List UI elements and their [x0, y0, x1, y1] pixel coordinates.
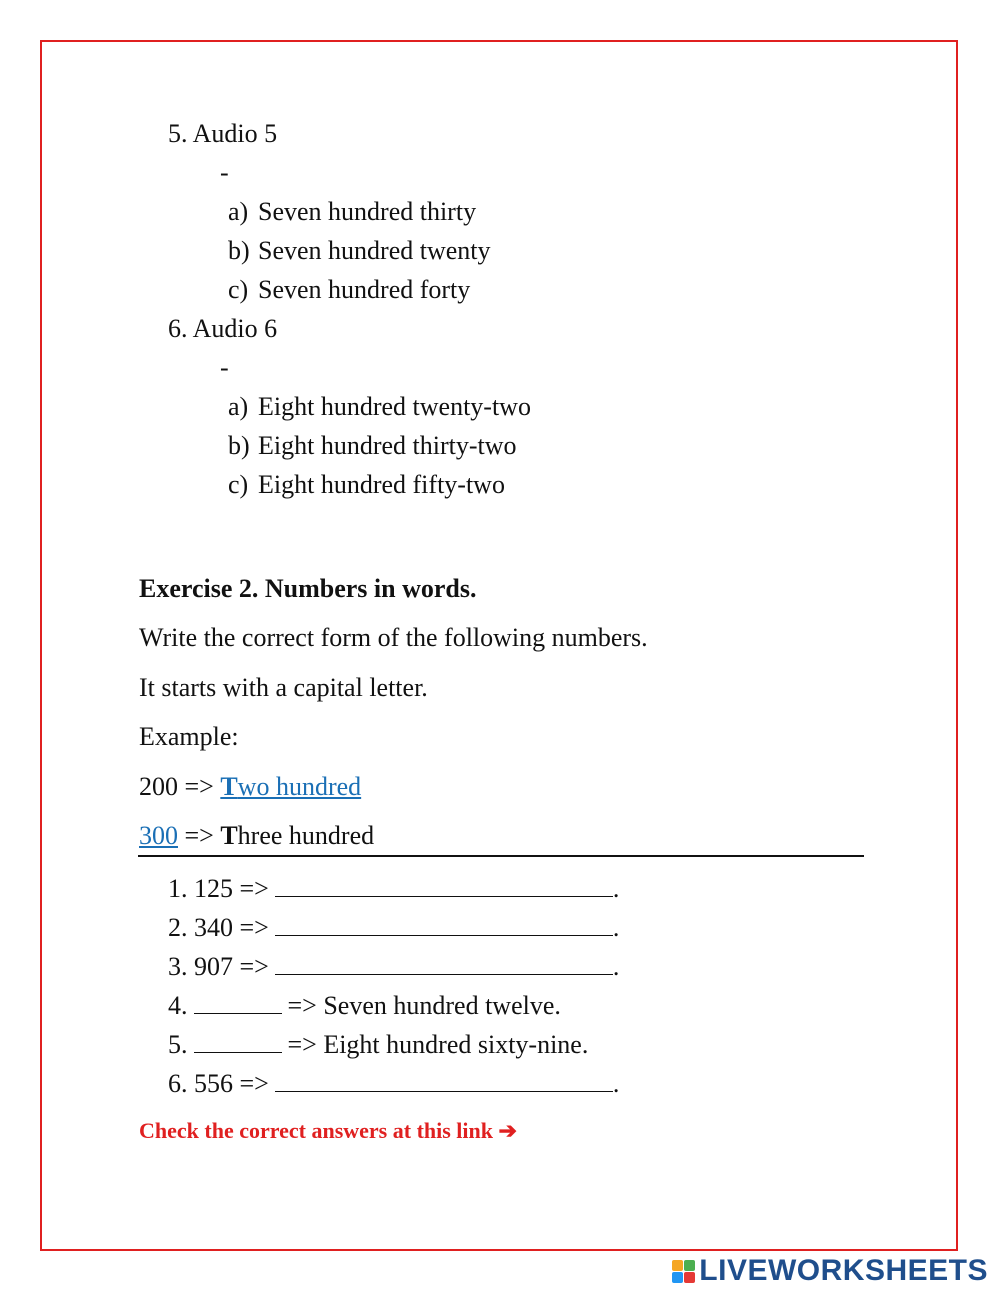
- item-5-prefix: 5.: [168, 1030, 188, 1059]
- example-1-answer-link[interactable]: [220, 772, 361, 801]
- q6-option-a-text[interactable]: Eight hundred twenty-two: [258, 392, 531, 421]
- item-3: [168, 951, 619, 983]
- section-divider: [138, 855, 864, 857]
- item-1-suffix: .: [612, 874, 620, 903]
- q6-option-c-text[interactable]: Eight hundred fifty-two: [258, 470, 505, 499]
- exercise-2-title: Exercise 2. Numbers in words.: [139, 574, 477, 603]
- exercise-2-instruction-2: It starts with a capital letter.: [139, 673, 428, 702]
- item-1-answer-blank[interactable]: [275, 874, 613, 897]
- item-4: [168, 990, 561, 1022]
- item-4-answer-blank[interactable]: [194, 991, 282, 1014]
- q6-option-c-letter: c): [228, 470, 249, 499]
- question-6-dash: -: [220, 353, 229, 382]
- item-5-answer-blank[interactable]: [194, 1030, 282, 1053]
- exercise-2-instruction-1: Write the correct form of the following numbers.: [139, 623, 648, 652]
- item-6-suffix: .: [612, 1069, 620, 1098]
- item-3-suffix: .: [612, 952, 620, 981]
- item-4-prefix: 4.: [168, 991, 188, 1020]
- check-answers-link[interactable]: [139, 1118, 517, 1144]
- question-6-label: 6. Audio 6: [168, 314, 278, 343]
- example-2-number-link[interactable]: 300: [139, 821, 178, 850]
- item-6: [168, 1068, 619, 1100]
- item-2-suffix: .: [612, 913, 620, 942]
- q5-option-b-text[interactable]: Seven hundred twenty: [258, 236, 491, 265]
- q5-option-b-letter: b): [228, 236, 250, 265]
- arrow-right-icon: ➔: [498, 1118, 517, 1143]
- q6-option-b-text[interactable]: Eight hundred thirty-two: [258, 431, 517, 460]
- item-6-answer-blank[interactable]: [275, 1069, 613, 1092]
- liveworksheets-brand[interactable]: [672, 1254, 988, 1288]
- example-1-number: 200: [139, 772, 178, 801]
- brand-name: LIVEWORKSHEETS: [699, 1254, 988, 1287]
- q6-option-a-letter: a): [228, 392, 249, 421]
- item-1-prefix: 1. 125 =>: [168, 874, 269, 903]
- item-5-answer: => Eight hundred sixty-nine.: [287, 1030, 589, 1059]
- example-2-first-letter: T: [220, 821, 238, 850]
- item-2-prefix: 2. 340 =>: [168, 913, 269, 942]
- q5-option-c-letter: c): [228, 275, 249, 304]
- q6-option-b-letter: b): [228, 431, 250, 460]
- item-2: [168, 912, 619, 944]
- item-3-prefix: 3. 907 =>: [168, 952, 269, 981]
- q5-option-a-text[interactable]: Seven hundred thirty: [258, 197, 477, 226]
- example-2-arrow: =>: [178, 821, 221, 850]
- example-2-rest: hree hundred: [237, 821, 375, 850]
- question-5-dash: -: [220, 158, 229, 187]
- q5-option-a-letter: a): [228, 197, 249, 226]
- example-1-arrow: =>: [178, 772, 221, 801]
- example-1-rest: wo hundred: [237, 772, 362, 801]
- item-3-answer-blank[interactable]: [275, 952, 613, 975]
- item-2-answer-blank[interactable]: [275, 913, 613, 936]
- example-1: [139, 771, 361, 803]
- example-1-first-letter: T: [220, 772, 238, 801]
- liveworksheets-logo-icon: [672, 1260, 695, 1283]
- q5-option-c-text[interactable]: Seven hundred forty: [258, 275, 471, 304]
- item-1: [168, 873, 619, 905]
- check-answers-text: Check the correct answers at this link: [139, 1118, 493, 1143]
- item-5: [168, 1029, 588, 1061]
- question-5-label: 5. Audio 5: [168, 119, 278, 148]
- example-label: Example:: [139, 722, 239, 751]
- item-4-answer: => Seven hundred twelve.: [287, 991, 561, 1020]
- item-6-prefix: 6. 556 =>: [168, 1069, 269, 1098]
- example-2: [139, 820, 374, 852]
